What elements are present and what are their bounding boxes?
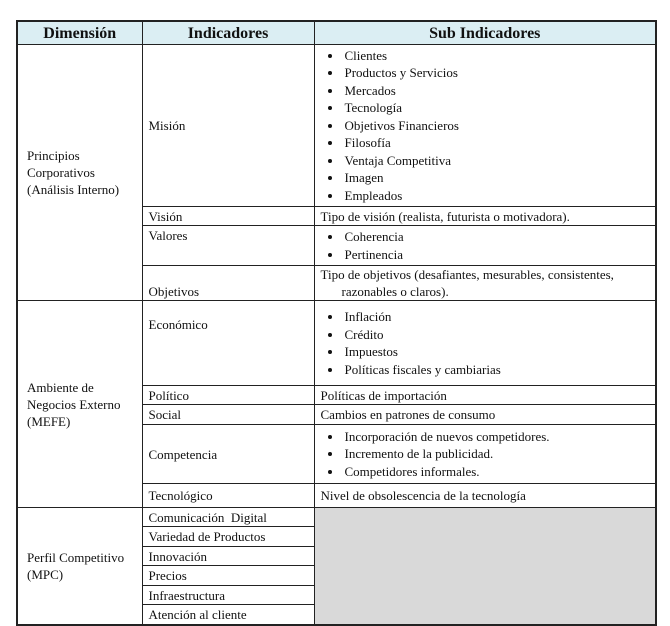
indicator-cell: Objetivos: [142, 266, 314, 301]
dimension-label-line: Negocios Externo: [27, 396, 121, 412]
indicator-cell: Comunicación Digital: [142, 508, 314, 527]
indicator-cell: Variedad de Productos: [142, 527, 314, 547]
sub-indicator-cell: [314, 484, 656, 508]
sub-indicator-list: [321, 228, 650, 263]
dimension-cell: [17, 301, 142, 508]
indicator-cell: Innovación: [142, 547, 314, 566]
dimension-label-line: (MPC): [27, 567, 64, 582]
sub-indicator-text: Políticas de importación: [320, 387, 447, 403]
sub-indicator-text: Cambios en patrones de consumo: [320, 407, 496, 422]
sub-indicator-list: [321, 308, 650, 378]
list-item: Coherencia: [345, 228, 650, 246]
list-item: Clientes: [345, 47, 650, 65]
list-item: Incremento de la publicidad.: [345, 445, 650, 463]
table-row: [17, 508, 656, 527]
dimension-label-line: (MEFE): [27, 413, 71, 429]
table-row: [17, 301, 656, 386]
indicator-cell: Político: [142, 386, 314, 405]
sub-indicator-text-line: razonables o claros).: [341, 284, 449, 299]
list-item: Tecnología: [345, 99, 650, 117]
list-item: Políticas fiscales y cambiarias: [345, 361, 650, 379]
indicator-cell: Competencia: [142, 425, 314, 484]
list-item: Incorporación de nuevos competidores.: [345, 428, 650, 446]
list-item: Productos y Servicios: [345, 64, 650, 82]
list-item: Inflación: [345, 308, 650, 326]
header-dimension: Dimensión: [17, 21, 142, 45]
sub-indicator-list: [321, 428, 650, 481]
sub-indicator-text: Nivel de obsolescencia de la tecnología: [320, 488, 526, 503]
indicators-table: [16, 20, 657, 626]
sub-indicator-list: [321, 47, 650, 205]
list-item: Filosofía: [345, 134, 650, 152]
dimension-label-line: Corporativos: [27, 165, 95, 180]
dimension-label-line: (Análisis Interno): [27, 182, 120, 197]
header-indicators: Indicadores: [142, 21, 314, 45]
indicator-cell: Atención al cliente: [142, 605, 314, 626]
dimension-cell: [17, 508, 142, 626]
sub-indicator-cell: [314, 386, 656, 405]
indicator-cell: Social: [142, 405, 314, 425]
dimension-cell: [17, 45, 142, 301]
indicator-cell: Precios: [142, 566, 314, 586]
sub-indicator-cell: [314, 226, 656, 266]
sub-indicator-cell: [314, 405, 656, 425]
sub-indicator-text: Tipo de visión (realista, futurista o motivadora).: [320, 208, 570, 224]
sub-indicator-cell: [314, 301, 656, 386]
dimension-label-line: Perfil Competitivo: [27, 550, 125, 565]
list-item: Pertinencia: [345, 246, 650, 264]
empty-sub-indicator-cell: [314, 508, 656, 626]
sub-indicator-text-line: Tipo de objetivos (desafiantes, mesurables, consistentes,: [320, 267, 614, 282]
sub-indicator-cell: [314, 207, 656, 226]
dimension-label-line: Ambiente de: [27, 379, 94, 395]
indicator-cell: Misión: [142, 45, 314, 207]
list-item: Mercados: [345, 82, 650, 100]
list-item: Imagen: [345, 169, 650, 187]
dimension-label-line: Principios: [27, 148, 80, 163]
list-item: Ventaja Competitiva: [345, 152, 650, 170]
list-item: Objetivos Financieros: [345, 117, 650, 135]
list-item: Impuestos: [345, 343, 650, 361]
indicator-cell: Tecnológico: [142, 484, 314, 508]
sub-indicator-cell: [314, 425, 656, 484]
sub-indicator-cell: [314, 266, 656, 301]
indicator-cell: Infraestructura: [142, 586, 314, 605]
table-row: [17, 45, 656, 207]
header-row: [17, 21, 656, 45]
list-item: Competidores informales.: [345, 463, 650, 481]
sub-indicator-cell: [314, 45, 656, 207]
indicator-cell: Económico: [142, 301, 314, 386]
header-sub-indicators: Sub Indicadores: [314, 21, 656, 45]
list-item: Crédito: [345, 326, 650, 344]
indicator-cell: Valores: [142, 226, 314, 266]
indicator-cell: Visión: [142, 207, 314, 226]
list-item: Empleados: [345, 187, 650, 205]
